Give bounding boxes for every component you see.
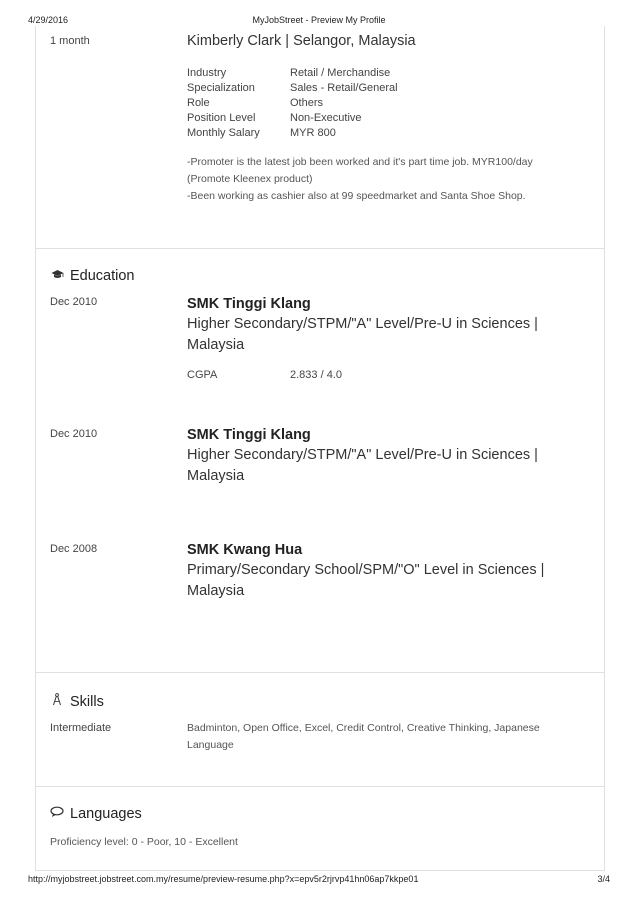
detail-row-position-level — [187, 111, 398, 126]
experience-details — [187, 66, 398, 141]
detail-label: Monthly Salary — [187, 127, 260, 139]
education-date: Dec 2008 — [50, 543, 98, 555]
languages-proficiency-note: Proficiency level: 0 - Poor, 10 - Excellent — [50, 836, 238, 848]
skills-list-line: Language — [187, 739, 234, 751]
description-line: (Promote Kleenex product) — [187, 173, 313, 185]
detail-row-industry — [187, 66, 398, 81]
detail-value: Sales - Retail/General — [290, 82, 398, 94]
languages-title: Languages — [70, 806, 142, 822]
grade-label: CGPA — [187, 369, 218, 381]
education-date: Dec 2010 — [50, 296, 98, 308]
qualification-line: Higher Secondary/STPM/"A" Level/Pre-U in Sciences | — [187, 316, 538, 332]
detail-value: Non-Executive — [290, 112, 362, 124]
section-divider — [36, 786, 604, 787]
languages-heading — [50, 806, 142, 822]
detail-value: Others — [290, 97, 324, 109]
education-title: Education — [70, 268, 135, 284]
qualification-country: Malaysia — [187, 583, 245, 599]
section-divider — [36, 672, 604, 673]
profile-panel — [35, 26, 605, 871]
grade-row — [187, 368, 587, 383]
page-number: 3/4 — [597, 874, 610, 884]
skills-icon — [50, 693, 64, 709]
detail-row-role — [187, 96, 398, 111]
print-header — [0, 0, 638, 26]
education-entry — [187, 296, 587, 383]
school-name: SMK Kwang Hua — [187, 542, 303, 558]
detail-label: Industry — [187, 67, 227, 79]
detail-value: MYR 800 — [290, 127, 336, 139]
qualification-country: Malaysia — [187, 337, 245, 353]
experience-company-line: Kimberly Clark | Selangor, Malaysia — [187, 33, 416, 49]
school-name: SMK Tinggi Klang — [187, 427, 311, 443]
experience-duration: 1 month — [50, 35, 90, 47]
graduation-cap-icon — [50, 269, 64, 283]
detail-label: Role — [187, 97, 210, 109]
speech-bubble-icon — [50, 806, 64, 821]
detail-label: Position Level — [187, 112, 256, 124]
education-entry — [187, 542, 587, 602]
qualification-line: Primary/Secondary School/SPM/"O" Level in Sciences | — [187, 562, 545, 578]
skills-list-line: Badminton, Open Office, Excel, Credit Control, Creative Thinking, Japanese — [187, 722, 540, 734]
school-name: SMK Tinggi Klang — [187, 296, 311, 312]
grade-value: 2.833 / 4.0 — [290, 369, 342, 381]
detail-row-monthly-salary — [187, 126, 398, 141]
qualification-country: Malaysia — [187, 468, 245, 484]
qualification-line: Higher Secondary/STPM/"A" Level/Pre-U in Sciences | — [187, 447, 538, 463]
skills-title: Skills — [70, 694, 104, 710]
description-line: -Been working as cashier also at 99 speedmarket and Santa Shoe Shop. — [187, 190, 526, 202]
education-entry — [187, 427, 587, 487]
skills-level: Intermediate — [50, 722, 112, 734]
education-heading — [50, 268, 135, 284]
experience-description — [187, 154, 533, 205]
detail-value: Retail / Merchandise — [290, 67, 391, 79]
print-date: 4/29/2016 — [28, 15, 69, 25]
detail-row-specialization — [187, 81, 398, 96]
description-line: -Promoter is the latest job been worked and it's part time job. MYR100/day — [187, 156, 533, 168]
detail-label: Specialization — [187, 82, 255, 94]
print-url: http://myjobstreet.jobstreet.com.my/resume/preview-resume.php?x=epv5r2rjrvp41hn06ap7kkpe01 — [28, 874, 419, 884]
education-date: Dec 2010 — [50, 428, 98, 440]
skills-list — [187, 720, 587, 754]
skills-heading — [50, 693, 104, 710]
section-divider — [36, 248, 604, 249]
print-title: MyJobStreet - Preview My Profile — [252, 15, 386, 25]
